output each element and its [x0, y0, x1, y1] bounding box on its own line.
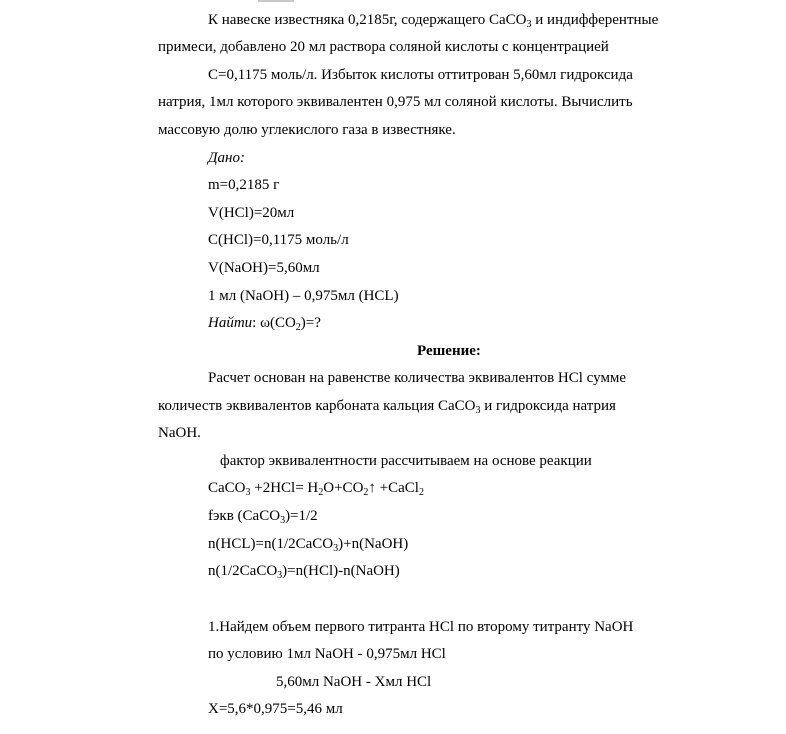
- step1-title: 1.Найдем объем первого титранта HCl по второму титранту NaOH: [208, 619, 634, 635]
- formula-part: n(HCL)=n(1/2CaCO: [208, 536, 334, 552]
- reaction-equation: [208, 479, 424, 497]
- formula-part: )=n(HCl)-n(NaOH): [282, 563, 400, 579]
- solution-p1-line-1: Расчет основан на равенстве количества эквивалентов HCl сумме: [208, 370, 627, 386]
- given-label: Дано:: [208, 150, 245, 166]
- subscript: 3: [526, 19, 532, 30]
- step1-condition: по условию 1мл NaOH - 0,975мл HCl: [208, 646, 446, 662]
- subscript: 3: [280, 515, 286, 526]
- problem-text: К навеске известняка 0,2185г, содержащего CaCO: [208, 12, 527, 28]
- find-label: Найти: [208, 315, 253, 331]
- given-mass: m=0,2185 г: [208, 177, 280, 193]
- equivalence-factor: [208, 507, 318, 525]
- subscript: 3: [277, 570, 283, 581]
- factor-text: фактор эквивалентности рассчитываем на основе реакции: [220, 453, 592, 469]
- find-line: [208, 314, 321, 332]
- given-volume-naoh: V(NaOH)=5,60мл: [208, 260, 320, 276]
- subscript: 2: [418, 487, 424, 498]
- formula-part: CaCO: [208, 480, 246, 496]
- problem-line-4: натрия, 1мл которого эквивалентен 0,975 мл соляной кислоты. Вычислить: [158, 94, 633, 110]
- formula-part: fэкв (CaCO: [208, 508, 281, 524]
- find-text: )=?: [300, 315, 321, 331]
- problem-line-1: [208, 11, 658, 29]
- solution-text: и гидроксида натрия: [480, 398, 616, 414]
- solution-text: количеств эквивалентов карбоната кальция CaCO: [158, 398, 476, 414]
- subscript: 3: [475, 405, 481, 416]
- solution-p1-line-2: [158, 397, 616, 415]
- equivalents-equation-1: [208, 535, 408, 553]
- subscript: 2: [318, 487, 324, 498]
- find-text: : ω(CO: [252, 315, 296, 331]
- solution-heading: Решение:: [417, 343, 481, 359]
- formula-part: )+n(NaOH): [338, 536, 409, 552]
- problem-text: и индифферентные: [531, 12, 659, 28]
- problem-line-3: С=0,1175 моль/л. Избыток кислоты оттитрован 5,60мл гидроксида: [208, 67, 633, 83]
- formula-part: n(1/2CaCO: [208, 563, 278, 579]
- subscript: 3: [245, 487, 251, 498]
- formula-part: O+CO: [323, 480, 364, 496]
- formula-part: +2HCl= H: [250, 480, 319, 496]
- problem-line-5: массовую долю углекислого газа в известняке.: [158, 122, 456, 138]
- subscript: 2: [295, 322, 301, 333]
- step1-result: Х=5,6*0,975=5,46 мл: [208, 701, 343, 717]
- top-edge-artifact: [258, 0, 294, 2]
- formula-part: )=1/2: [285, 508, 318, 524]
- step1-proportion: 5,60мл NaOH - Хмл HCl: [276, 674, 432, 690]
- solution-p1-line-3: NaOH.: [158, 425, 201, 441]
- subscript: 2: [363, 487, 369, 498]
- formula-part: ↑ +CaCl: [368, 480, 419, 496]
- problem-line-2: примеси, добавлено 20 мл раствора соляной кислоты с концентрацией: [158, 39, 609, 55]
- equivalents-equation-2: [208, 562, 400, 580]
- given-equivalence: 1 мл (NaOH) – 0,975мл (HCL): [208, 288, 399, 304]
- subscript: 3: [333, 543, 339, 554]
- given-volume-hcl: V(HCl)=20мл: [208, 205, 295, 221]
- given-concentration-hcl: C(HCl)=0,1175 моль/л: [208, 232, 349, 248]
